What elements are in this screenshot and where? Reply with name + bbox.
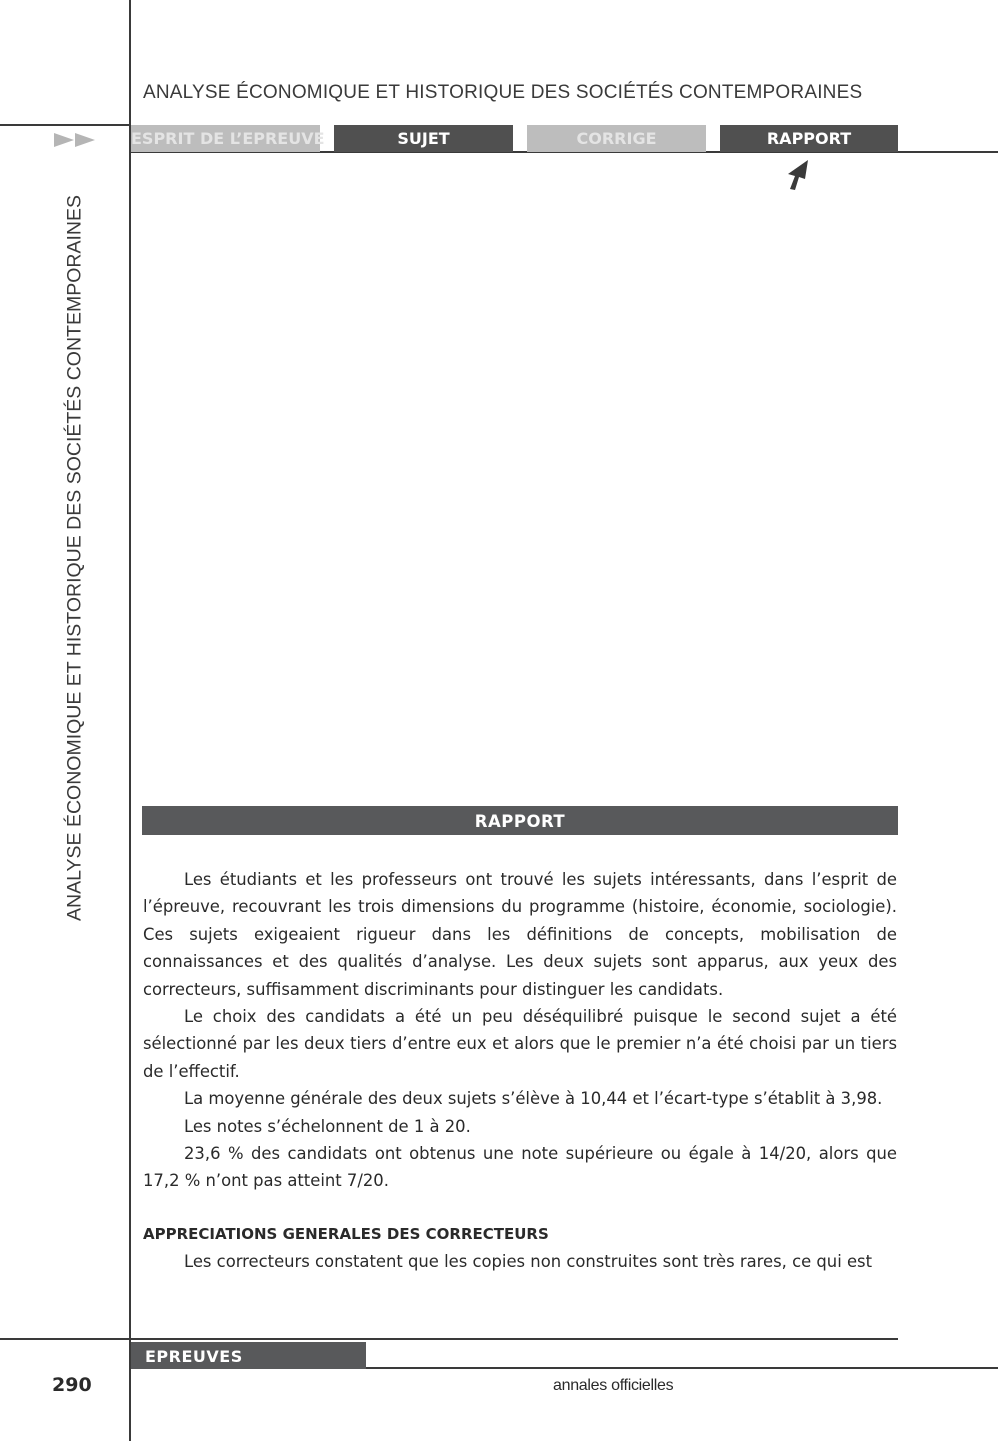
paragraph: La moyenne générale des deux sujets s’élève à 10,44 et l’écart-type s’établit à 3,98. <box>184 1089 883 1109</box>
left-margin-rule <box>129 0 131 1441</box>
cursor-arrow-icon <box>786 160 810 194</box>
header-rule-left <box>0 124 131 126</box>
tab-esprit-epreuve[interactable]: ESPRIT DE L’EPREUVE <box>131 125 320 152</box>
footer-brand: annales officielles <box>553 1377 674 1394</box>
paragraph: 23,6 % des candidats ont obtenus une note supérieure ou égale à 14/20, alors que 17,2 % n’ont pas atteint 7/20. <box>143 1144 897 1191</box>
subheading: APPRECIATIONS GENERALES DES CORRECTEURS <box>143 1224 549 1243</box>
tab-rapport[interactable]: RAPPORT <box>720 125 898 152</box>
section-title-bar: RAPPORT <box>142 806 898 835</box>
page-header-title: ANALYSE ÉCONOMIQUE ET HISTORIQUE DES SOCIÉTÉS CONTEMPORAINES <box>143 82 863 103</box>
footer-rule-bottom <box>366 1367 998 1369</box>
paragraph: Les notes s’échelonnent de 1 à 20. <box>184 1116 471 1136</box>
footer-category-tab: EPREUVES SPECIFIQUES <box>131 1342 366 1369</box>
tab-sujet[interactable]: SUJET <box>334 125 513 152</box>
double-right-arrow-icon <box>54 132 96 151</box>
paragraph: Les étudiants et les professeurs ont trouvé les sujets intéressants, dans l’esprit de l’épreuve, recouvrant les trois dimensions du programme (histoire, économie, sociologie). Ces sujets exigeaient rigueur dans les définitions de concepts, mobilisation de connaissances et des qualités d’analyse. Les deux sujets sont apparus, aux yeux des correcteurs, suffisamment discriminants pour distinguer les candidats. <box>143 870 897 999</box>
tab-corrige[interactable]: CORRIGE <box>527 125 706 152</box>
paragraph: Les correcteurs constatent que les copies non construites sont très rares, ce qui est <box>184 1252 873 1272</box>
paragraph: Le choix des candidats a été un peu déséquilibré puisque le second sujet a été sélectionné par les deux tiers d’entre eux et alors que le premier n’a été choisi par un tiers de l’effectif. <box>143 1007 897 1081</box>
footer-rule-left <box>0 1338 131 1340</box>
page-number: 290 <box>52 1374 92 1396</box>
footer-rule-top <box>131 1338 898 1340</box>
vertical-section-title: ANALYSE ÉCONOMIQUE ET HISTORIQUE DES SOCIÉTÉS CONTEMPORAINES <box>63 195 86 921</box>
section-tabs <box>131 125 898 152</box>
report-body <box>143 866 897 1276</box>
